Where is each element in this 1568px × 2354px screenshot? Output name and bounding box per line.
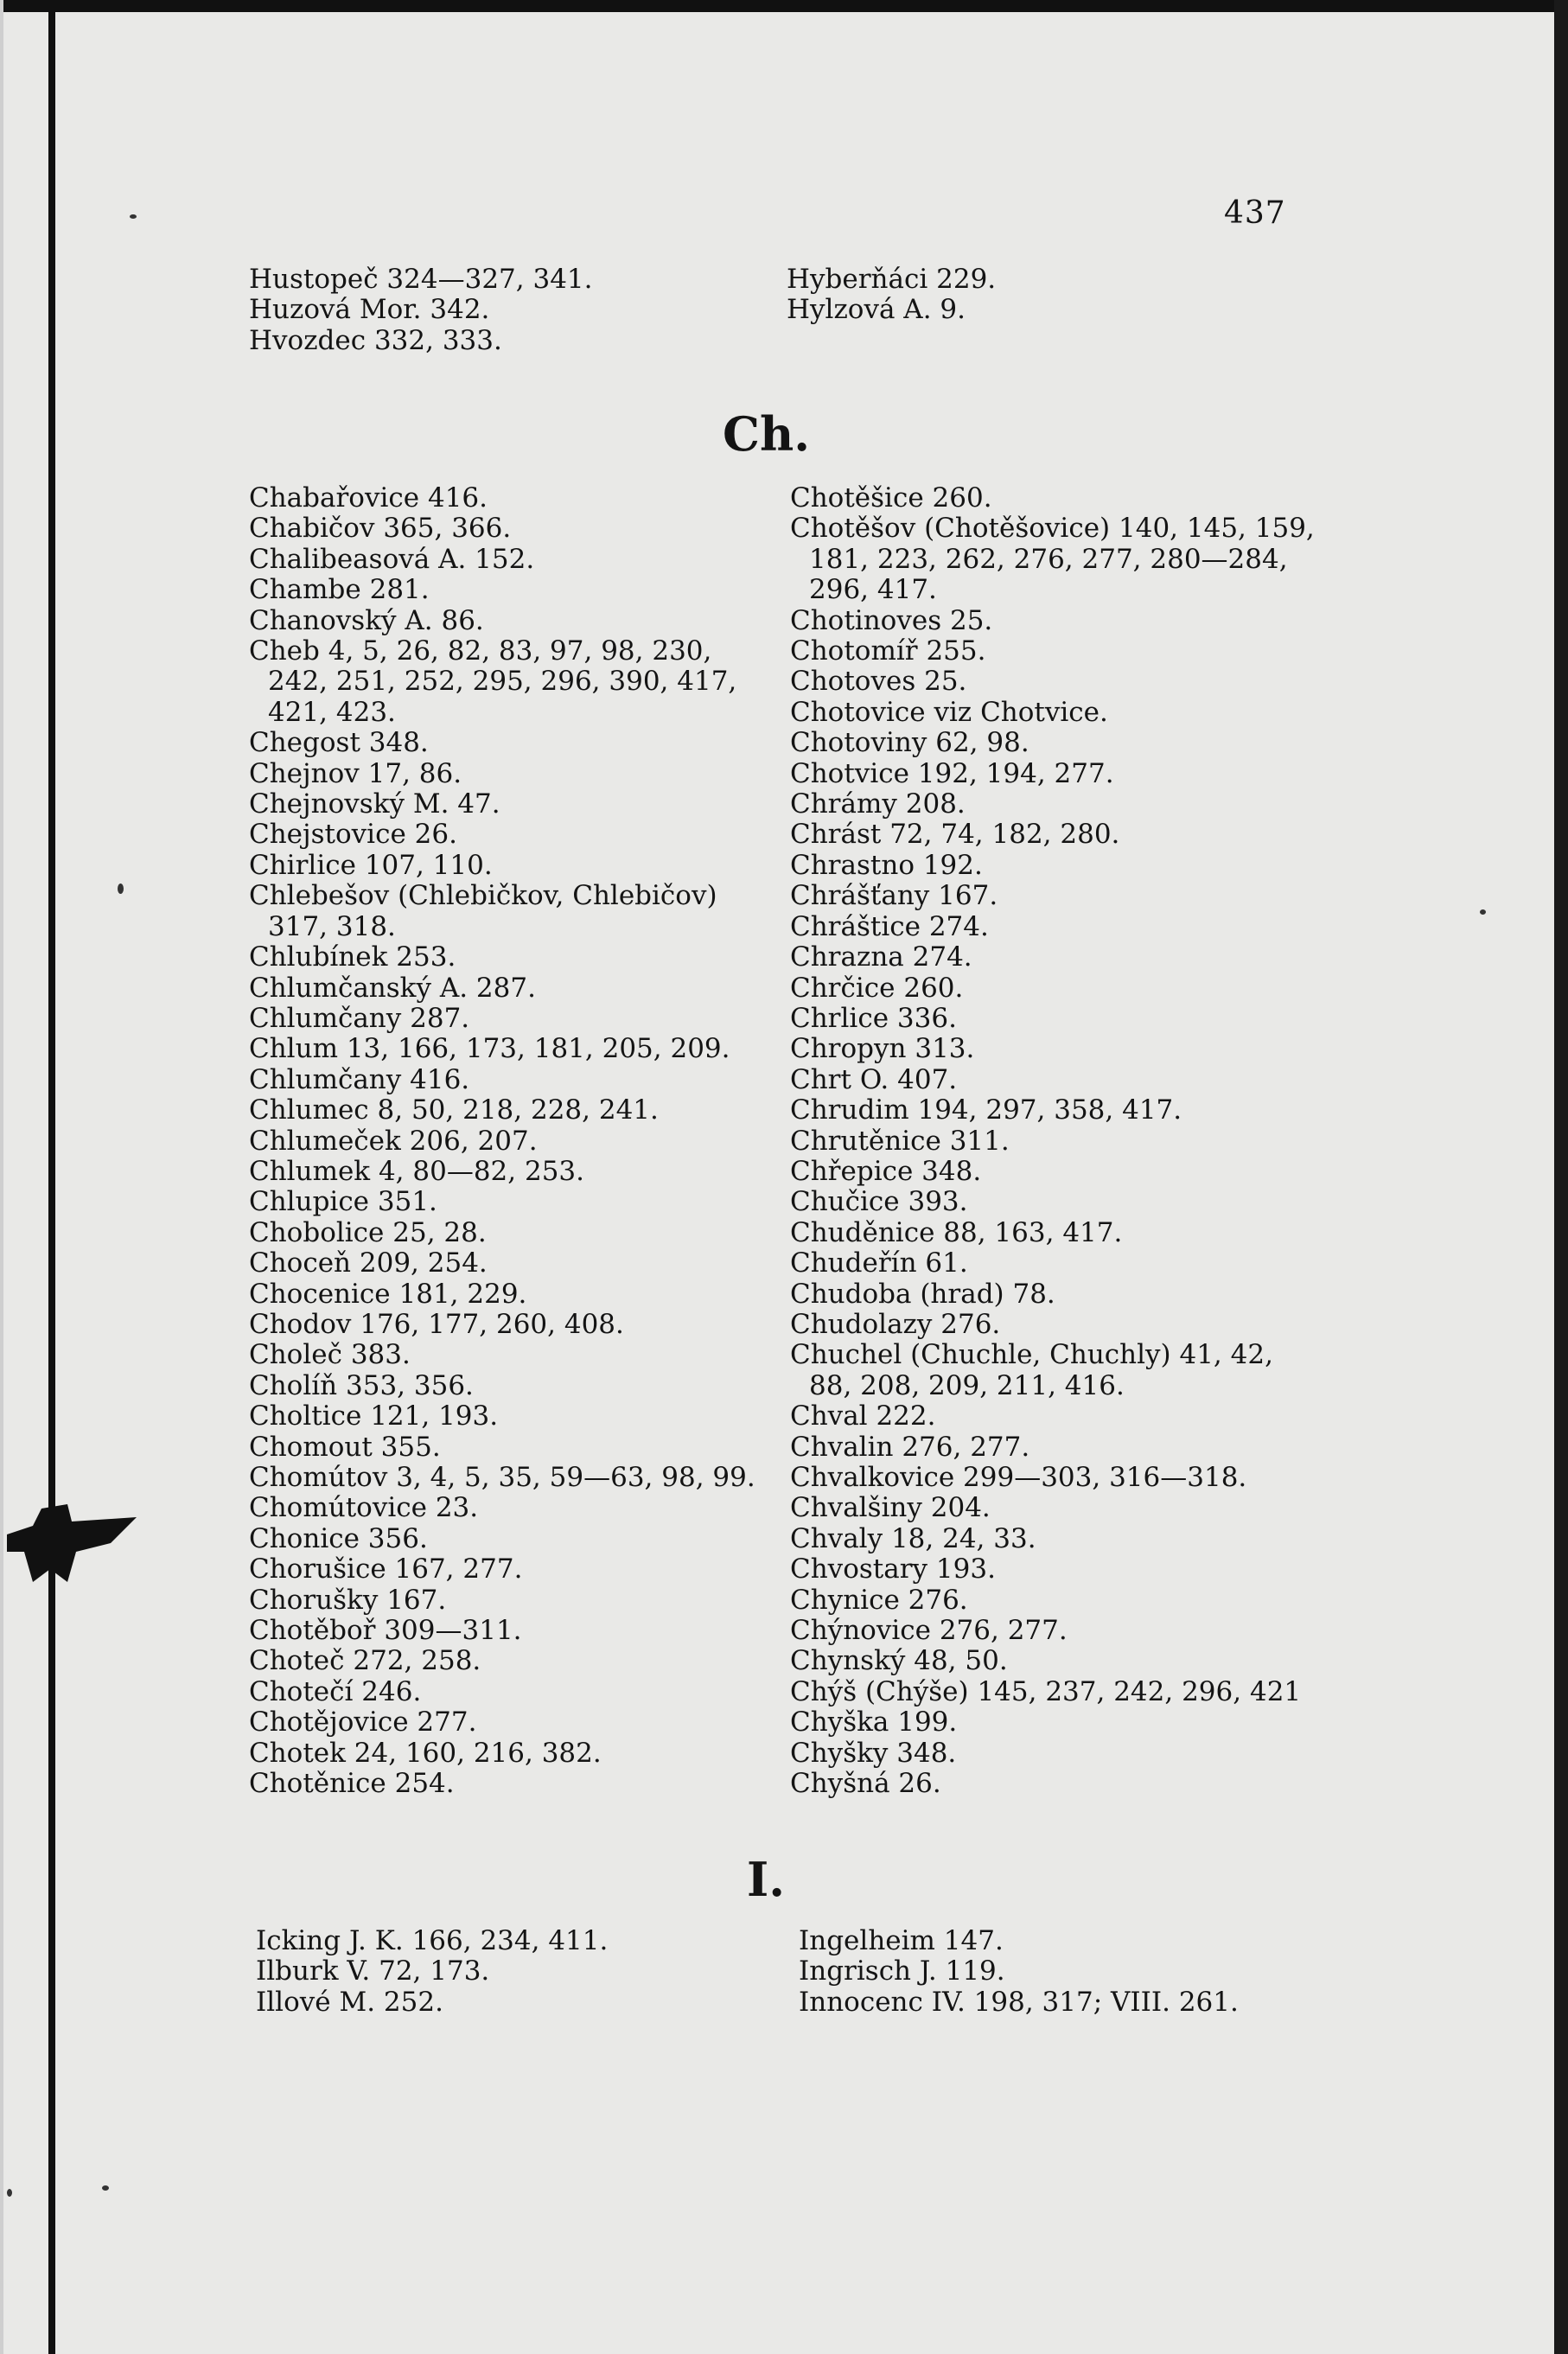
index-entry: Chabičov 365, 366. xyxy=(249,513,512,545)
index-entry: Chambe 281. xyxy=(249,574,430,606)
index-entry: Chropyn 313. xyxy=(790,1033,975,1065)
binding-spine-upper xyxy=(48,12,55,1516)
index-entry: Chlumčany 416. xyxy=(249,1063,470,1095)
index-entry: Chotěšice 260. xyxy=(790,482,992,514)
index-entry-continuation: 88, 208, 209, 211, 416. xyxy=(809,1369,1125,1401)
index-entry: Chotečí 246. xyxy=(249,1675,422,1707)
index-entry: Illové M. 252. xyxy=(256,1986,443,2018)
binding-clip-mark xyxy=(7,1500,137,1595)
index-entry: Chřepice 348. xyxy=(790,1155,982,1187)
index-entry: Chvalkovice 299—303, 316—318. xyxy=(790,1462,1247,1493)
index-entry: Cholíň 353, 356. xyxy=(249,1369,474,1401)
index-entry: Chejstovice 26. xyxy=(249,819,457,851)
index-entry: Chudolazy 276. xyxy=(790,1308,1001,1340)
index-entry: Chrudim 194, 297, 358, 417. xyxy=(790,1094,1182,1126)
index-entry: Chrást 72, 74, 182, 280. xyxy=(790,819,1120,851)
index-entry: Chotvice 192, 194, 277. xyxy=(790,757,1114,789)
index-entry: Chotěboř 309—311. xyxy=(249,1615,522,1647)
index-entry: Ilburk V. 72, 173. xyxy=(256,1955,490,1987)
index-entry: Chabařovice 416. xyxy=(249,482,488,514)
index-entry: Chlumec 8, 50, 218, 228, 241. xyxy=(249,1094,659,1126)
index-entry: Chalibeasová A. 152. xyxy=(249,543,535,575)
index-entry: Choltice 121, 193. xyxy=(249,1400,499,1432)
index-column-left-i xyxy=(256,1926,608,2018)
index-entry: Chotek 24, 160, 216, 382. xyxy=(249,1737,602,1769)
scan-speck xyxy=(7,2189,12,2197)
index-entry: Chrt O. 407. xyxy=(790,1063,958,1095)
index-entry-continuation: 421, 423. xyxy=(268,696,396,728)
index-entry: Hylzová A. 9. xyxy=(787,294,966,326)
index-entry: Icking J. K. 166, 234, 411. xyxy=(256,1925,609,1956)
index-entry: Chvostary 193. xyxy=(790,1553,996,1585)
index-entry: Chynský 48, 50. xyxy=(790,1645,1008,1677)
index-entry: Choteč 272, 258. xyxy=(249,1645,481,1677)
index-entry: Chyšky 348. xyxy=(790,1737,957,1769)
index-entry: Chýnovice 276, 277. xyxy=(790,1615,1068,1647)
index-entry: Chodov 176, 177, 260, 408. xyxy=(249,1308,624,1340)
index-entry-continuation: 242, 251, 252, 295, 296, 390, 417, xyxy=(268,666,737,698)
index-column-right-ch xyxy=(790,483,1315,1799)
index-entry-continuation: 181, 223, 262, 276, 277, 280—284, xyxy=(809,543,1288,575)
index-entry: Innocenc IV. 198, 317; VIII. 261. xyxy=(799,1986,1239,2018)
index-entry: Chrčice 260. xyxy=(790,972,964,1004)
index-entry: Chrutěnice 311. xyxy=(790,1125,1010,1157)
section-heading-ch: Ch. xyxy=(723,406,811,462)
index-entry: Chotomíř 255. xyxy=(790,635,986,667)
index-entry: Chudoba (hrad) 78. xyxy=(790,1278,1055,1310)
index-entry: Chlumčany 287. xyxy=(249,1002,470,1034)
index-entry-continuation: 296, 417. xyxy=(809,574,937,606)
index-entry: Chejnov 17, 86. xyxy=(249,757,462,789)
index-entry: Chvalin 276, 277. xyxy=(790,1431,1030,1463)
index-column-left-h xyxy=(249,265,593,356)
index-entry: Chlumeček 206, 207. xyxy=(249,1125,538,1157)
index-column-left-ch xyxy=(249,483,755,1799)
index-entry: Chotoviny 62, 98. xyxy=(790,727,1029,759)
scan-speck xyxy=(118,884,124,894)
index-entry: Chyška 199. xyxy=(790,1706,958,1738)
index-entry: Chotoves 25. xyxy=(790,666,967,698)
index-entry: Chuděnice 88, 163, 417. xyxy=(790,1216,1123,1248)
index-entry: Hvozdec 332, 333. xyxy=(249,324,502,356)
index-entry: Ingelheim 147. xyxy=(799,1925,1004,1956)
scan-speck xyxy=(1480,909,1486,915)
index-entry: Chotějovice 277. xyxy=(249,1706,477,1738)
page-number: 437 xyxy=(1224,195,1286,231)
index-entry: Choleč 383. xyxy=(249,1339,411,1371)
index-entry: Chuchel (Chuchle, Chuchly) 41, 42, xyxy=(790,1339,1273,1371)
index-entry: Chotovice viz Chotvice. xyxy=(790,696,1108,728)
index-entry: Chrášťany 167. xyxy=(790,880,998,912)
index-entry: Chonice 356. xyxy=(249,1522,428,1554)
index-entry: Chlubínek 253. xyxy=(249,941,456,973)
index-entry: Chejnovský M. 47. xyxy=(249,788,500,820)
index-entry: Chudeřín 61. xyxy=(790,1247,968,1279)
scan-speck xyxy=(102,2185,109,2191)
index-entry: Chrastno 192. xyxy=(790,849,983,881)
index-entry: Chorušky 167. xyxy=(249,1584,447,1616)
index-entry: Ingrisch J. 119. xyxy=(799,1955,1005,1987)
index-entry: Chvalšiny 204. xyxy=(790,1492,991,1524)
index-entry: Chráštice 274. xyxy=(790,910,989,942)
index-entry: Chlupice 351. xyxy=(249,1186,437,1218)
index-entry: Chrazna 274. xyxy=(790,941,972,973)
index-entry: Chomout 355. xyxy=(249,1431,441,1463)
index-entry: Chomútovice 23. xyxy=(249,1492,479,1524)
index-entry: Chorušice 167, 277. xyxy=(249,1553,523,1585)
binding-spine-lower xyxy=(48,1575,55,2354)
scan-speck xyxy=(130,214,137,219)
index-column-right-h xyxy=(787,265,996,326)
index-entry: Chotinoves 25. xyxy=(790,604,993,636)
index-entry: Chyšná 26. xyxy=(790,1768,941,1800)
index-entry: Chegost 348. xyxy=(249,727,429,759)
index-entry: Chrlice 336. xyxy=(790,1002,957,1034)
index-entry: Hyberňáci 229. xyxy=(787,264,997,295)
index-entry: Chýš (Chýše) 145, 237, 242, 296, 421 xyxy=(790,1675,1302,1707)
index-entry: Cheb 4, 5, 26, 82, 83, 97, 98, 230, xyxy=(249,635,712,667)
index-entry: Chlum 13, 166, 173, 181, 205, 209. xyxy=(249,1033,730,1065)
index-entry: Chotěnice 254. xyxy=(249,1768,455,1800)
index-entry: Huzová Mor. 342. xyxy=(249,294,490,326)
index-entry: Chobolice 25, 28. xyxy=(249,1216,487,1248)
index-entry: Chanovský A. 86. xyxy=(249,604,484,636)
index-entry: Choceň 209, 254. xyxy=(249,1247,488,1279)
index-entry: Chotěšov (Chotěšovice) 140, 145, 159, xyxy=(790,513,1315,545)
index-entry: Chlebešov (Chlebičkov, Chlebičov) xyxy=(249,880,717,912)
index-entry-continuation: 317, 318. xyxy=(268,910,396,942)
section-heading-i: I. xyxy=(747,1852,786,1907)
index-entry: Chomútov 3, 4, 5, 35, 59—63, 98, 99. xyxy=(249,1462,755,1493)
index-entry: Chlumčanský A. 287. xyxy=(249,972,536,1004)
index-entry: Chocenice 181, 229. xyxy=(249,1278,527,1310)
index-column-right-i xyxy=(799,1926,1239,2018)
index-entry: Chučice 393. xyxy=(790,1186,968,1218)
index-entry: Chirlice 107, 110. xyxy=(249,849,493,881)
scan-edge-top xyxy=(0,0,1568,12)
index-entry: Chynice 276. xyxy=(790,1584,968,1616)
index-entry: Chvaly 18, 24, 33. xyxy=(790,1522,1036,1554)
index-entry: Chval 222. xyxy=(790,1400,936,1432)
index-entry: Chrámy 208. xyxy=(790,788,966,820)
index-entry: Hustopeč 324—327, 341. xyxy=(249,264,593,295)
scan-edge-right xyxy=(1554,0,1568,2354)
scan-edge-left xyxy=(0,0,3,2354)
index-entry: Chlumek 4, 80—82, 253. xyxy=(249,1155,584,1187)
